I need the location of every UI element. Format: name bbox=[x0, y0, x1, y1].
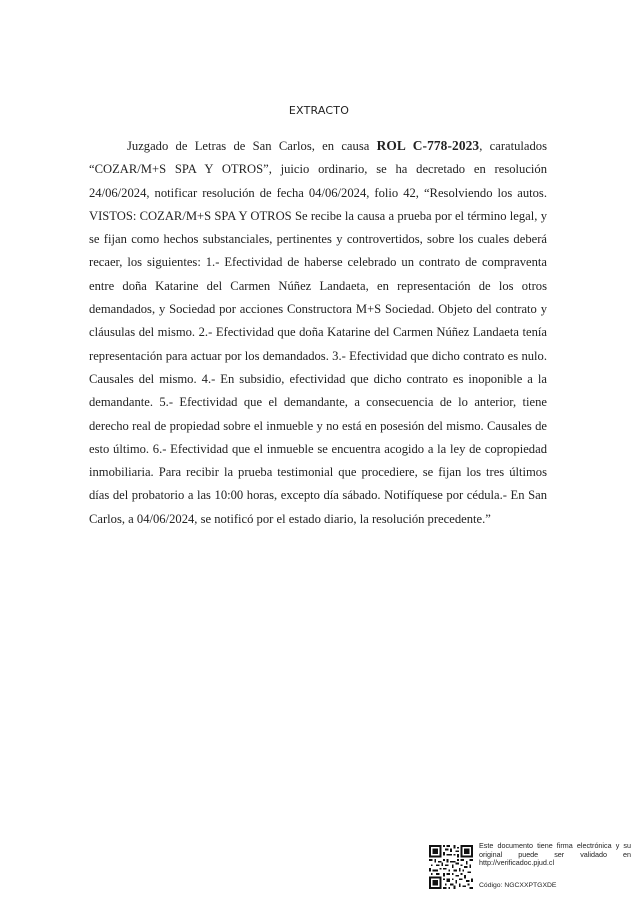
verification-code: Código: NGCXXPTGXDE bbox=[479, 882, 557, 889]
case-rol: ROL C-778-2023 bbox=[376, 138, 480, 153]
document-body bbox=[89, 134, 547, 531]
body-continuation: , caratulados “COZAR/M+S SPA Y OTROS”, juicio ordinario, se ha decretado en resolución 24/06/2024, notificar resolución de fecha 04/06/2024, folio 42, “Resolviendo los autos. VISTOS: COZAR/M+S SPA Y OTROS Se recibe la causa a prueba por el término legal, y se fijan como hechos substanciales, pertinentes y controvertidos, sobre los cuales deberá recaer, los siguientes: 1.- Efectividad de haberse celebrado un contrato de compraventa entre doña Katarine del Carmen Núñez Landaeta, en representación de los otros demandados, y Sociedad por acciones Constructora M+S Sociedad. Objeto del contrato y cláusulas del mismo. 2.- Efectividad que doña Katarine del Carmen Núñez Landaeta tenía representación para actuar por los demandados. 3.- Efectividad que dicho contrato es nulo. Causales del mismo. 4.- En subsidio, efectividad que dicho contrato es inoponible a la demandante. 5.- Efectividad que el demandante, a consecuencia de lo anterior, tiene derecho real de propiedad sobre el inmueble y no está en posesión del mismo. Causales de esto último. 6.- Efectividad que el inmueble se encuentra acogido a la ley de copropiedad inmobiliaria. Para recibir la prueba testimonial que procediere, se fijan los tres últimos días del probatorio a las 10:00 horas, excepto día sábado. Notifíquese por cédula.- En San Carlos, a 04/06/2024, se notificó por el estado diario, la resolución precedente.” bbox=[89, 139, 547, 526]
document-title: EXTRACTO bbox=[288, 104, 350, 117]
qr-code-icon[interactable] bbox=[429, 845, 473, 889]
verification-footer bbox=[429, 842, 634, 894]
verification-text: Este documento tiene firma electrónica y su original puede ser validado en http://verificadoc.pjud.cl bbox=[479, 841, 631, 868]
body-intro: Juzgado de Letras de San Carlos, en causa bbox=[127, 139, 377, 153]
